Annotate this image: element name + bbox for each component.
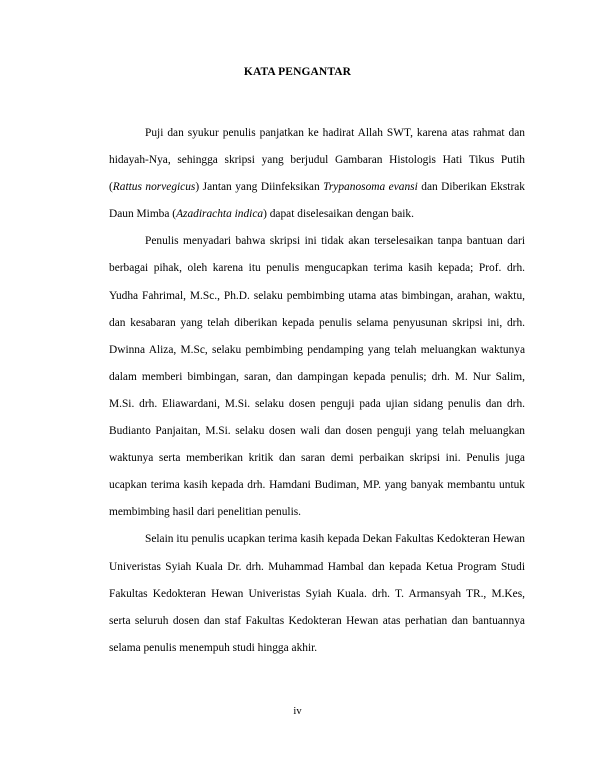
page-title: KATA PENGANTAR	[243, 66, 352, 78]
text-run: Selain itu penulis ucapkan terima kasih kepada Dekan Fakultas Kedokteran Hewan Univeristas Syiah Kuala Dr. drh. Muhammad Hambal dan kepada Ketua Program Studi Fakultas Kedokteran Hewan Univeristas Syiah Kuala. drh. T. Armansyah TR., M.Kes, serta seluruh dosen dan staf Fakultas Kedokteran Hewan atas perhatian dan bantuannya selama penulis menempuh studi hingga akhir.	[109, 533, 525, 654]
text-run: ) dapat diselesaikan dengan baik.	[263, 208, 414, 221]
paragraph-acknowledgements	[109, 228, 525, 526]
species-name: Azadirachta indica	[176, 208, 264, 221]
text-run: ) Jantan yang Diinfeksikan	[195, 181, 324, 194]
paragraph-intro	[109, 120, 525, 228]
species-name: Rattus norvegicus	[112, 181, 196, 194]
species-name: Trypanosoma evansi	[323, 181, 418, 194]
body-text	[109, 120, 525, 662]
text-run: Puji dan syukur penulis panjatkan ke hadirat Allah SWT, karena atas rahmat dan hidayah-Nya, sehingga skripsi yang berjudul Gambaran Histologis Hati Tikus Putih (	[109, 127, 525, 194]
text-run: dan Diberikan Ekstrak Daun Mimba (	[109, 181, 526, 221]
text-run: Penulis menyadari bahwa skripsi ini tidak akan terselesaikan tanpa bantuan dari berbagai pihak, oleh karena itu penulis mengucapkan terima kasih kepada; Prof. drh. Yudha Fahrimal, M.Sc., Ph.D. selaku pembimbing utama atas bimbingan, arahan, waktu, dan kesabaran yang telah diberikan kepada penulis selama penyusunan skripsi ini, drh. Dwinna Aliza, M.Sc, selaku pembimbing pendamping yang telah meluangkan waktunya dalam memberi bimbingan, saran, dan dampingan kepada penulis; drh. M. Nur Salim, M.Si. drh. Eliawardani, M.Si. selaku dosen penguji pada ujian sidang penulis dan drh. Budianto Panjaitan, M.Si. selaku dosen wali dan dosen penguji yang telah meluangkan waktunya serta memberikan kritik dan saran demi perbaikan skripsi ini. Penulis juga ucapkan terima kasih kepada drh. Hamdani Budiman, MP. yang banyak membantu untuk membimbing hasil dari penelitian penulis.	[109, 235, 525, 519]
paragraph-faculty-thanks	[109, 526, 525, 661]
page-number: iv	[293, 706, 302, 717]
